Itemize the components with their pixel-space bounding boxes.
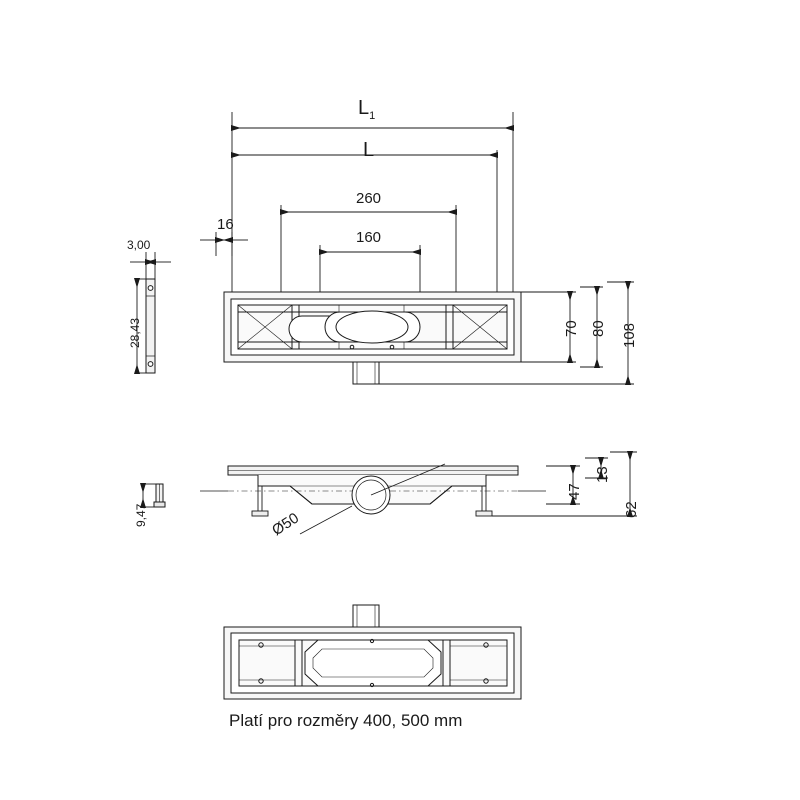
top-view-drain-channel <box>224 292 521 384</box>
label-diameter-50: Ø50 <box>269 509 303 540</box>
dimension-3-00 <box>130 252 171 279</box>
label-108: 108 <box>621 322 638 348</box>
label-9-47: 9,47 <box>134 503 148 527</box>
label-70: 70 <box>563 320 580 337</box>
bracket-side-view <box>154 484 165 507</box>
dimension-L <box>232 150 497 300</box>
label-16: 16 <box>217 216 234 233</box>
side-view-drain-channel <box>200 464 546 534</box>
dimension-260 <box>281 205 456 300</box>
bracket-front-view <box>146 279 155 373</box>
label-13: 13 <box>594 466 611 483</box>
label-L: L <box>363 139 375 161</box>
label-L1: $L_1$ <box>358 97 376 122</box>
label-260: 260 <box>356 190 382 207</box>
bottom-view-drain-channel <box>224 605 521 699</box>
label-28-43: 28,43 <box>128 317 142 348</box>
label-80: 80 <box>590 320 607 337</box>
label-62: 62 <box>623 501 640 518</box>
label-160: 160 <box>356 229 382 246</box>
dimension-16 <box>200 232 248 256</box>
caption-applies-to-sizes: Platí pro rozměry 400, 500 mm <box>229 711 463 730</box>
label-3-00: 3,00 <box>127 238 151 252</box>
dimension-62 <box>492 452 637 516</box>
label-47: 47 <box>566 483 583 500</box>
